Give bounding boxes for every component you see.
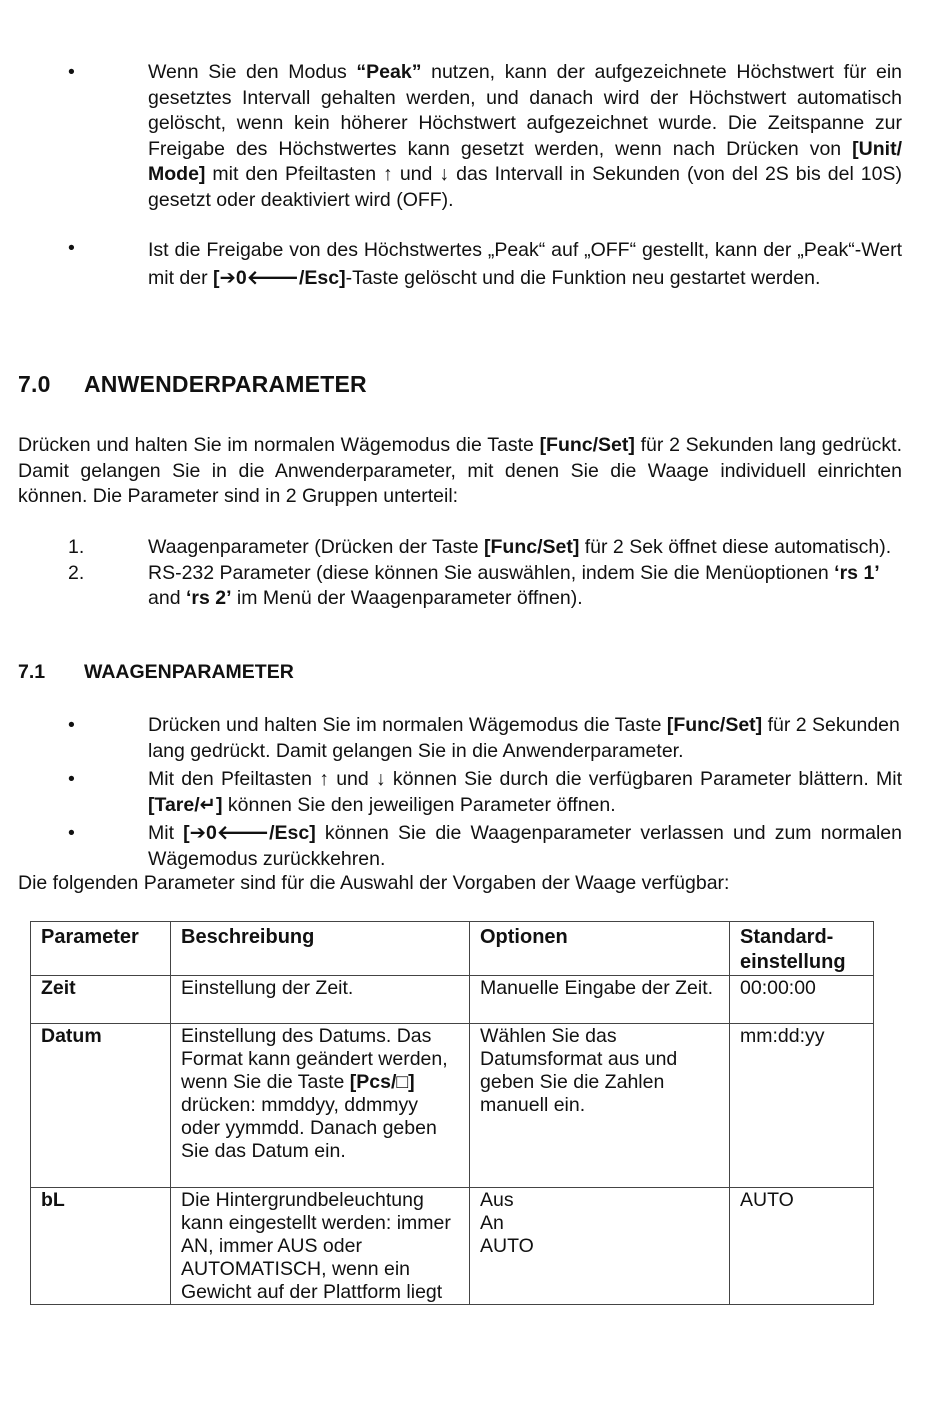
param-default: 00:00:00 <box>730 976 874 1024</box>
section-title: ANWENDERPARAMETER <box>84 371 367 397</box>
param-name: bL <box>31 1188 171 1305</box>
list-number: 1. <box>68 536 85 558</box>
header-beschreibung: Beschreibung <box>171 922 470 976</box>
bold-term: “Peak” <box>356 61 422 83</box>
table-row <box>31 976 874 1024</box>
section-title: WAAGENPARAMETER <box>84 661 294 683</box>
header-standardeinstellung: Standard-einstellung <box>730 922 874 976</box>
header-optionen: Optionen <box>470 922 730 976</box>
bold-term: [Func/Set] <box>484 536 580 558</box>
bold-term: ‘rs 1’ <box>834 561 880 584</box>
section-heading-7-1 <box>18 660 294 686</box>
parameter-groups-list <box>18 535 902 612</box>
bold-term: [Func/Set] <box>539 434 635 456</box>
list-item-text: Drücken und halten Sie im normalen Wägemodus die Taste [Func/Set] für 2 Sekunden lang gedrückt. Damit gelangen Sie in die Anwenderparameter. <box>148 714 900 762</box>
param-name: Datum <box>31 1024 171 1188</box>
list-number: 2. <box>68 561 85 584</box>
bullet-mark: • <box>68 237 75 259</box>
section-number: 7.1 <box>18 661 46 683</box>
bold-term: [Func/Set] <box>666 714 763 736</box>
list-item <box>18 821 902 872</box>
bullet-mark: • <box>68 61 75 83</box>
table-row <box>31 1188 874 1305</box>
section-heading-7-0 <box>18 372 367 398</box>
param-description: Einstellung der Zeit. <box>171 976 470 1024</box>
peak-mode-text: Wenn Sie den Modus “Peak” nutzen, kann der aufgezeichnete Höchstwert für ein gesetztes Intervall gehalten werden, und danach wird der Höchstwert automatisch gelöscht, wenn kein höherer Höchstwert aufgezeichnet wurde. Die Zeitspanne zur Freigabe des Höchstwertes kann gesetzt werden, wenn nach Drücken von [Unit/ Mode] mit den Pfeiltasten ↑ und ↓ das Intervall in Sekunden (von del 2S bis del 10S) gesetzt oder deaktiviert wird (OFF). <box>148 61 902 211</box>
list-item <box>18 236 902 292</box>
param-default: AUTO <box>730 1188 874 1305</box>
bold-term: ‘rs 2’ <box>185 587 232 609</box>
option-line: An <box>480 1212 504 1234</box>
list-item <box>18 561 902 612</box>
param-name: Zeit <box>31 976 171 1024</box>
param-options: Manuelle Eingabe der Zeit. <box>470 976 730 1024</box>
bullet-mark: • <box>68 768 75 790</box>
bullet-mark: • <box>68 822 75 844</box>
list-item <box>18 767 902 818</box>
bold-term: [➔0🡐/Esc] <box>183 822 316 844</box>
list-item <box>18 713 902 764</box>
param-options: Wählen Sie das Datumsformat aus und geben Sie die Zahlen manuell ein. <box>470 1024 730 1188</box>
list-item-text: Mit den Pfeiltasten ↑ und ↓ können Sie durch die verfügbaren Parameter blättern. Mit [Tare/↵] können Sie den jeweiligen Parameter öffnen. <box>148 768 902 816</box>
param-description: Die Hintergrundbeleuchtung kann eingestellt werden: immer AN, immer AUS oder AUTOMATISCH, wenn ein Gewicht auf der Plattform liegt <box>171 1188 470 1305</box>
option-line: AUTO <box>480 1235 534 1257</box>
param-options <box>470 1188 730 1305</box>
param-description: Einstellung des Datums. Das Format kann geändert werden, wenn Sie die Taste [Pcs/□] drücken: mmddyy, ddmmyy oder yymmdd. Danach geben Sie das Datum ein. <box>171 1024 470 1188</box>
bold-term: [Tare/↵] <box>148 793 223 816</box>
bold-term: [Pcs/□] <box>349 1071 415 1093</box>
peak-bullet-list <box>18 60 902 292</box>
list-item-text: Mit [➔0🡐/Esc] können Sie die Waagenparameter verlassen und zum normalen Wägemodus zurückkehren. <box>148 822 902 870</box>
table-header-row <box>31 922 874 976</box>
section-number: 7.0 <box>18 371 51 397</box>
param-default: mm:dd:yy <box>730 1024 874 1188</box>
header-parameter: Parameter <box>31 922 171 976</box>
list-item-text: RS-232 Parameter (diese können Sie auswählen, indem Sie die Menüoptionen ‘rs 1’ and ‘rs 2’ im Menü der Waagenparameter öffnen). <box>148 561 880 609</box>
waagenparameter-bullet-list <box>18 713 902 872</box>
parameter-table <box>30 921 874 1305</box>
peak-off-text: Ist die Freigabe von des Höchstwertes „Peak“ auf „OFF“ gestellt, kann der „Peak“-Wert mit der [➔0🡐/Esc]-Taste gelöscht und die Funktion neu gestartet werden. <box>148 239 902 289</box>
closing-paragraph: Die folgenden Parameter sind für die Auswahl der Vorgaben der Waage verfügbar: <box>18 872 730 894</box>
list-item-text: Waagenparameter (Drücken der Taste [Func/Set] für 2 Sek öffnet diese automatisch). <box>148 536 892 558</box>
bold-term: [Unit/ Mode] <box>148 137 902 185</box>
list-item <box>18 535 902 561</box>
option-line: Aus <box>480 1189 514 1211</box>
bold-term: [➔0🡐/Esc] <box>213 267 346 289</box>
intro-paragraph: Drücken und halten Sie im normalen Wägemodus die Taste [Func/Set] für 2 Sekunden lang gedrückt. Damit gelangen Sie in die Anwenderparameter, mit denen Sie die Waage individuell einrichten können. Die Parameter sind in 2 Gruppen unterteil: <box>18 434 903 507</box>
table-row <box>31 1024 874 1188</box>
bullet-mark: • <box>68 714 75 736</box>
list-item <box>18 60 902 218</box>
